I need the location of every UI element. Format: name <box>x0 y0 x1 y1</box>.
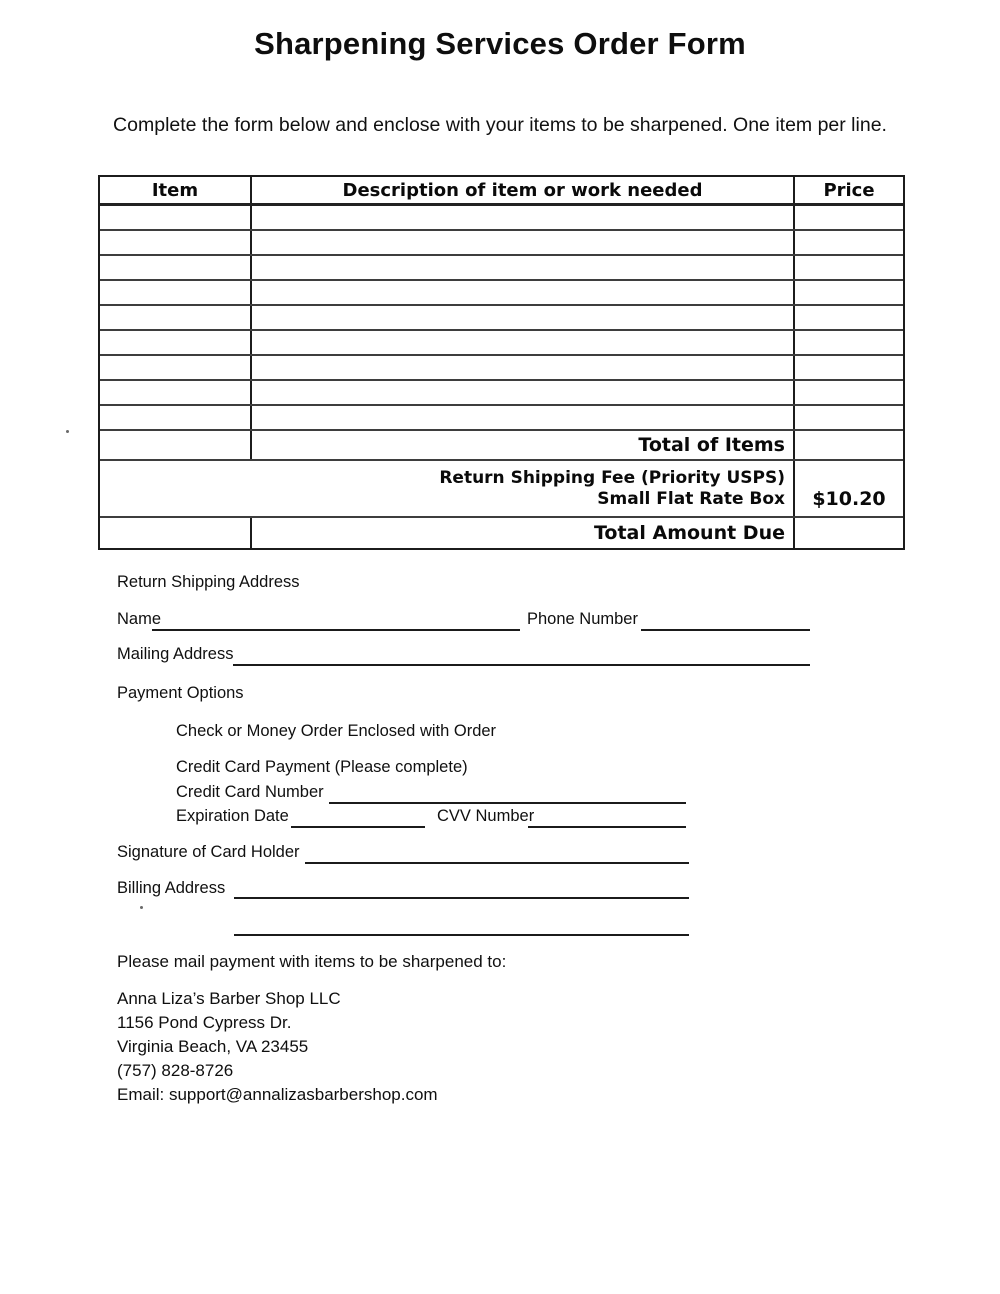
street-address: 1156 Pond Cypress Dr. <box>117 1013 292 1032</box>
scan-artifact-dot <box>66 430 69 433</box>
price-cell[interactable] <box>793 356 903 379</box>
table-row <box>100 331 903 356</box>
total-amount-due-label-cell <box>250 518 793 548</box>
item-column-header: Item <box>151 179 199 201</box>
price-cell[interactable] <box>793 306 903 329</box>
name-input-line[interactable] <box>152 610 520 631</box>
item-cell[interactable] <box>100 518 250 548</box>
credit-card-number-input-line[interactable] <box>329 783 686 804</box>
total-of-items-row <box>100 431 903 461</box>
billing-address-label: Billing Address <box>117 879 226 897</box>
price-cell[interactable] <box>793 256 903 279</box>
phone-number-input-line[interactable] <box>641 610 810 631</box>
email-address: Email: support@annalizasbarbershop.com <box>117 1085 438 1104</box>
table-row <box>100 281 903 306</box>
shipping-fee-amount: $10.20 <box>812 488 886 510</box>
item-cell[interactable] <box>100 281 250 304</box>
description-cell[interactable] <box>250 381 793 404</box>
signature-label: Signature of Card Holder <box>117 843 300 861</box>
item-cell[interactable] <box>100 431 250 459</box>
name-label: Name <box>117 610 162 628</box>
price-cell[interactable] <box>793 231 903 254</box>
description-cell[interactable] <box>250 331 793 354</box>
shipping-fee-label-line2: Small Flat Rate Box <box>597 488 785 509</box>
shipping-fee-label-cell <box>100 461 793 516</box>
signature-input-line[interactable] <box>305 843 689 864</box>
credit-card-payment-option[interactable]: Credit Card Payment (Please complete) <box>176 758 468 776</box>
payment-options-heading: Payment Options <box>117 684 244 702</box>
item-cell[interactable] <box>100 231 250 254</box>
total-amount-due-price-cell[interactable] <box>793 518 903 548</box>
mailing-address-input-line[interactable] <box>233 645 810 666</box>
credit-card-number-label: Credit Card Number <box>176 783 324 801</box>
expiration-date-label: Expiration Date <box>176 807 289 825</box>
description-cell[interactable] <box>250 231 793 254</box>
phone-number: (757) 828-8726 <box>117 1061 234 1080</box>
scan-artifact-dot <box>140 906 143 909</box>
city-state-zip: Virginia Beach, VA 23455 <box>117 1037 309 1056</box>
price-cell[interactable] <box>793 281 903 304</box>
description-cell[interactable] <box>250 256 793 279</box>
item-cell[interactable] <box>100 256 250 279</box>
table-row <box>100 381 903 406</box>
cvv-number-input-line[interactable] <box>528 807 686 828</box>
item-cell[interactable] <box>100 331 250 354</box>
description-cell[interactable] <box>250 206 793 229</box>
price-cell[interactable] <box>793 331 903 354</box>
page-title: Sharpening Services Order Form <box>254 26 746 61</box>
order-table <box>98 175 905 550</box>
total-of-items-label-cell <box>250 431 793 459</box>
billing-address-input-line-2[interactable] <box>234 915 689 936</box>
price-cell[interactable] <box>793 406 903 429</box>
item-cell[interactable] <box>100 206 250 229</box>
return-shipping-address-heading: Return Shipping Address <box>117 573 300 591</box>
total-amount-due-label: Total Amount Due <box>593 522 785 544</box>
total-of-items-label: Total of Items <box>638 434 785 456</box>
description-cell[interactable] <box>250 406 793 429</box>
item-cell[interactable] <box>100 356 250 379</box>
business-name: Anna Liza’s Barber Shop LLC <box>117 989 341 1008</box>
total-amount-due-row <box>100 518 903 548</box>
price-cell[interactable] <box>793 381 903 404</box>
price-column-header: Price <box>793 177 903 203</box>
table-row <box>100 256 903 281</box>
mailing-address-label: Mailing Address <box>117 645 234 663</box>
description-column-header: Description of item or work needed <box>250 177 793 203</box>
description-cell[interactable] <box>250 281 793 304</box>
item-cell[interactable] <box>100 381 250 404</box>
description-cell[interactable] <box>250 306 793 329</box>
shipping-fee-price-cell <box>793 461 903 516</box>
return-shipping-fee-row <box>100 461 903 518</box>
billing-address-input-line-1[interactable] <box>234 878 689 899</box>
item-cell[interactable] <box>100 306 250 329</box>
phone-number-label: Phone Number <box>527 610 638 628</box>
table-row <box>100 231 903 256</box>
table-row <box>100 406 903 431</box>
table-row <box>100 206 903 231</box>
shipping-fee-label-line1: Return Shipping Fee (Priority USPS) <box>439 468 785 489</box>
form-instructions: Complete the form below and enclose with your items to be sharpened. One item per line. <box>113 114 887 136</box>
cvv-number-label: CVV Number <box>437 807 535 825</box>
mail-payment-instruction: Please mail payment with items to be sharpened to: <box>117 952 507 971</box>
order-table-empty-rows <box>100 206 903 431</box>
price-cell[interactable] <box>793 206 903 229</box>
item-cell[interactable] <box>100 406 250 429</box>
table-row <box>100 306 903 331</box>
check-money-order-option[interactable]: Check or Money Order Enclosed with Order <box>176 722 497 740</box>
total-of-items-price-cell[interactable] <box>793 431 903 459</box>
expiration-date-input-line[interactable] <box>291 807 425 828</box>
table-row <box>100 356 903 381</box>
table-header-row <box>100 177 903 206</box>
description-cell[interactable] <box>250 356 793 379</box>
